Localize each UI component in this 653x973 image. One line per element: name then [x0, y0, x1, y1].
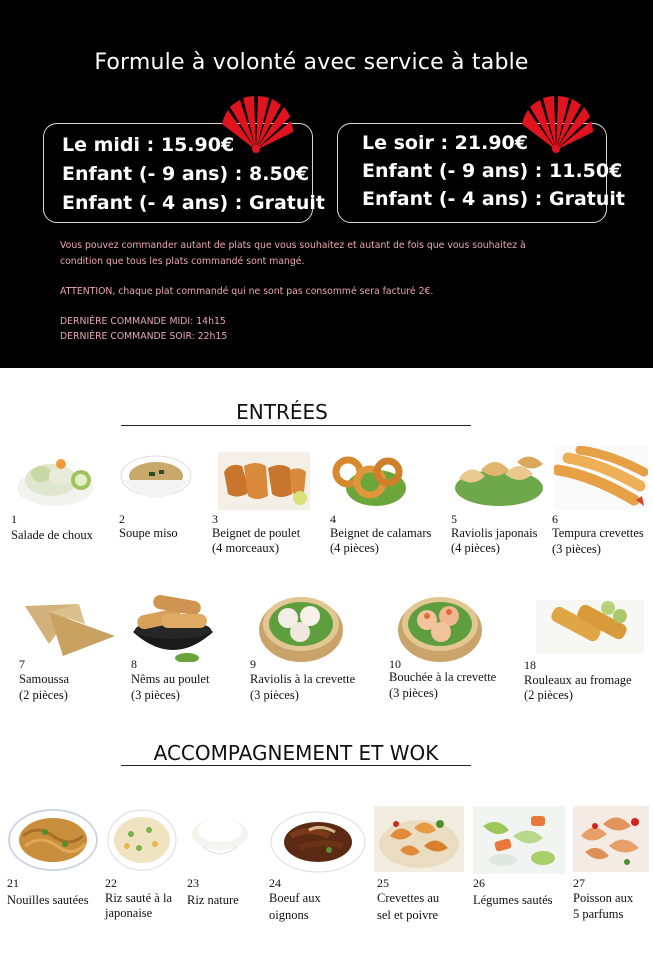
soir-child9-price: Enfant (- 9 ans) : 11.50€: [362, 160, 623, 182]
dish-quantity: (3 pièces): [389, 686, 438, 700]
section-divider: [121, 765, 471, 766]
header-banner: [0, 0, 653, 368]
fried-noodles-photo: [7, 806, 99, 872]
dish-item: [573, 806, 651, 924]
midi-adult-price: Le midi : 15.90€: [62, 134, 235, 156]
dish-number: 24: [269, 876, 281, 890]
dish-number: 22: [105, 876, 117, 890]
dish-item: [269, 806, 369, 924]
dish-item: [105, 806, 185, 924]
dish-name: Beignet de poulet: [212, 526, 301, 540]
dish-name-line2: oignons: [269, 908, 309, 922]
dish-quantity: (4 pièces): [330, 541, 379, 555]
dish-name: Tempura crevettes: [552, 526, 644, 540]
cabbage-salad-photo: [11, 450, 99, 510]
dish-name: Nêms au poulet: [131, 672, 210, 686]
dish-number: 1: [11, 512, 17, 526]
midi-child4-price: Enfant (- 4 ans) : Gratuit: [62, 192, 325, 214]
dish-name: Boeuf aux: [269, 891, 321, 905]
dish-name-line2: sel et poivre: [377, 908, 439, 922]
dish-number: 3: [212, 512, 218, 526]
dish-number: 8: [131, 657, 137, 671]
dish-item: [212, 452, 312, 562]
dish-number: 27: [573, 876, 585, 890]
fried-chicken-photo: [218, 452, 310, 510]
dish-number: 7: [19, 657, 25, 671]
last-order-midi: DERNIÈRE COMMANDE MIDI: 14h15: [60, 316, 226, 327]
dish-item: [524, 596, 649, 706]
info-line: condition que tous les plats commandé sont mangé.: [60, 256, 305, 267]
salt-pepper-shrimp-photo: [374, 806, 464, 872]
dish-name: Beignet de calamars: [330, 526, 432, 540]
section-title-wok: ACCOMPAGNEMENT ET WOK: [153, 741, 439, 765]
attention-notice: ATTENTION, chaque plat commandé qui ne sont pas consommé sera facturé 2€.: [60, 286, 434, 297]
dish-name: Rouleaux au fromage: [524, 673, 632, 687]
dish-name-line2: 5 parfums: [573, 907, 624, 921]
dish-quantity: (3 pièces): [131, 688, 180, 702]
dish-name: Riz nature: [187, 893, 239, 907]
dish-name: Légumes sautés: [473, 893, 553, 907]
last-order-soir: DERNIÈRE COMMANDE SOIR: 22h15: [60, 331, 228, 342]
sauteed-vegetables-photo: [473, 806, 565, 874]
white-rice-photo: [187, 810, 253, 866]
dish-item: [187, 810, 262, 920]
cheese-rolls-photo: [536, 596, 646, 658]
dish-name: Poisson aux: [573, 891, 634, 905]
samosa-photo: [19, 598, 119, 658]
dish-number: 6: [552, 512, 558, 526]
dish-item: [7, 806, 102, 916]
dish-number: 2: [119, 512, 125, 526]
dish-item: [11, 450, 106, 550]
dish-name: Crevettes au: [377, 891, 440, 905]
five-spice-fish-photo: [573, 806, 649, 872]
dish-item: [19, 598, 119, 706]
dish-name: Soupe miso: [119, 526, 178, 540]
dish-quantity: (2 pièces): [524, 688, 573, 702]
dish-quantity: (2 pièces): [19, 688, 68, 702]
dish-quantity: (3 pièces): [250, 688, 299, 702]
gyoza-photo: [451, 448, 547, 510]
dish-name: Nouilles sautées: [7, 893, 89, 907]
dish-name: Samoussa: [19, 672, 69, 686]
calamari-photo: [330, 452, 408, 510]
soir-child4-price: Enfant (- 4 ans) : Gratuit: [362, 188, 625, 210]
soir-adult-price: Le soir : 21.90€: [362, 132, 528, 154]
dish-number: 26: [473, 876, 485, 890]
section-divider: [121, 425, 471, 426]
dish-item: [377, 806, 472, 924]
fan-icon: [218, 94, 294, 154]
dish-quantity: (4 morceaux): [212, 541, 279, 555]
dish-name: Bouchée à la crevette: [389, 670, 497, 684]
fan-icon: [518, 94, 594, 154]
dish-item: [330, 452, 445, 562]
spring-rolls-photo: [131, 590, 215, 662]
dish-quantity: (4 pièces): [451, 541, 500, 555]
dish-number: 4: [330, 512, 336, 526]
miso-soup-photo: [119, 450, 193, 510]
info-line: Vous pouvez commander autant de plats que vous souhaitez et autant de fois que vous souhaitez à: [60, 240, 526, 251]
beef-onions-photo: [269, 806, 367, 874]
dish-item: [250, 586, 375, 706]
fried-rice-photo: [105, 806, 179, 872]
dish-name: Salade de choux: [11, 528, 93, 542]
dish-item: [131, 590, 231, 706]
dish-item: [552, 446, 652, 560]
dish-quantity: (3 pièces): [552, 542, 601, 556]
dish-name: Riz sauté à la: [105, 891, 172, 905]
dish-number: 9: [250, 657, 256, 671]
dish-number: 18: [524, 658, 536, 672]
formula-title: Formule à volonté avec service à table: [94, 50, 529, 75]
dish-number: 10: [389, 657, 401, 671]
dish-number: 23: [187, 876, 199, 890]
dish-name: Raviolis à la crevette: [250, 672, 356, 686]
steamed-dumplings-photo: [256, 586, 346, 664]
dish-item: [389, 586, 514, 706]
dish-number: 21: [7, 876, 19, 890]
dish-name: Raviolis japonais: [451, 526, 538, 540]
shrimp-tempura-photo: [554, 446, 648, 510]
dish-number: 25: [377, 876, 389, 890]
dish-number: 5: [451, 512, 457, 526]
dish-name-line2: japonaise: [105, 906, 153, 920]
siu-mai-photo: [395, 586, 485, 664]
midi-child9-price: Enfant (- 9 ans) : 8.50€: [62, 163, 310, 185]
dish-item: [119, 450, 199, 550]
dish-item: [473, 806, 568, 916]
dish-item: [451, 448, 551, 560]
section-title-entrees: ENTRÉES: [236, 400, 328, 424]
